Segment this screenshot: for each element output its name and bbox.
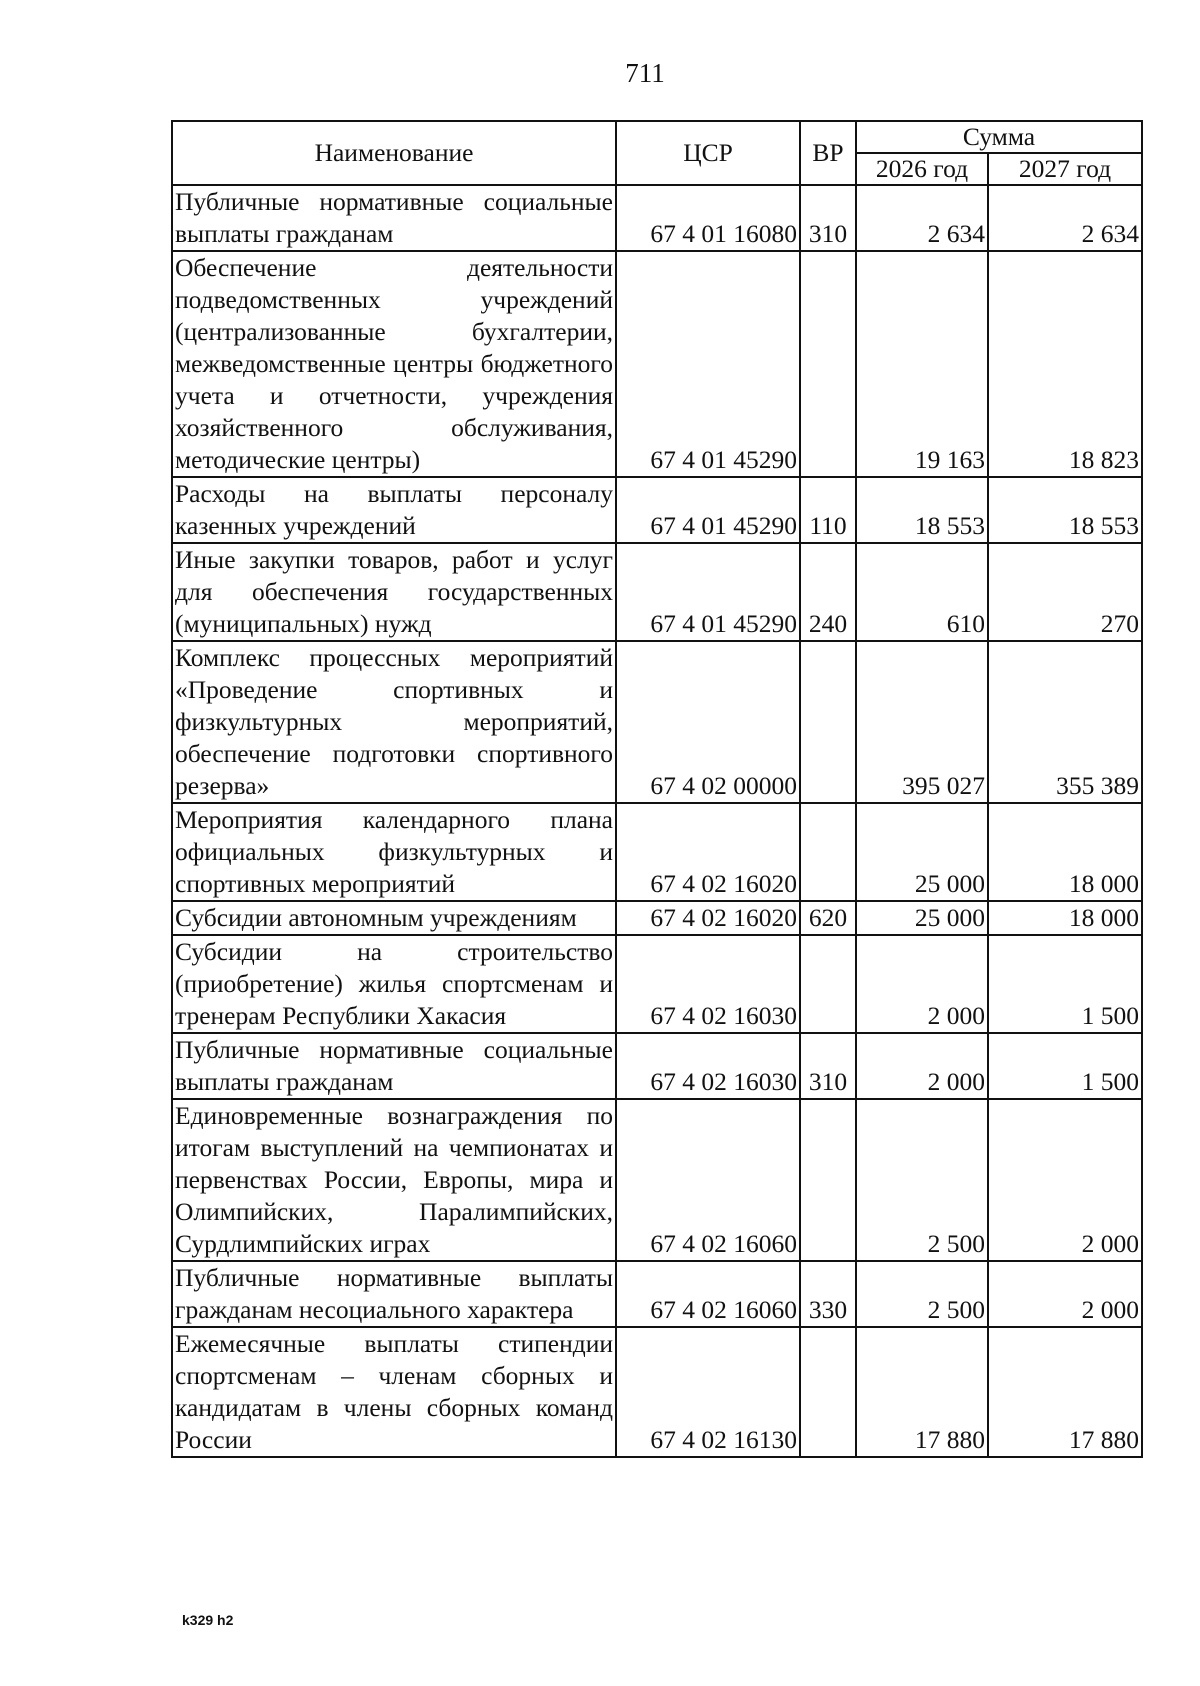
row-amount-2027: 2 000 [988, 1261, 1142, 1327]
column-header-vr: ВР [800, 121, 856, 185]
page-number [0, 58, 1200, 89]
row-name: Расходы на выплаты персоналу казенных учреждений [172, 477, 616, 543]
row-name: Иные закупки товаров, работ и услуг для обеспечения государственных (муниципальных) нужд [172, 543, 616, 641]
row-csr: 67 4 02 16030 [616, 935, 800, 1033]
row-amount-2026: 2 500 [856, 1261, 988, 1327]
row-csr: 67 4 02 16020 [616, 901, 800, 935]
row-name: Субсидии на строительство (приобретение) жилья спортсменам и тренерам Республики Хакасия [172, 935, 616, 1033]
table-row [172, 1033, 1142, 1099]
row-vr [800, 251, 856, 477]
row-vr: 620 [800, 901, 856, 935]
row-csr: 67 4 01 45290 [616, 251, 800, 477]
row-csr: 67 4 02 16130 [616, 1327, 800, 1457]
row-amount-2027: 355 389 [988, 641, 1142, 803]
row-amount-2027: 2 634 [988, 185, 1142, 251]
table-row [172, 543, 1142, 641]
row-amount-2027: 1 500 [988, 1033, 1142, 1099]
row-amount-2026: 2 634 [856, 185, 988, 251]
table-row [172, 1261, 1142, 1327]
header-row-1 [172, 121, 1142, 153]
row-name: Обеспечение деятельности подведомственных учреждений (централизованные бухгалтерии, межведомственные центры бюджетного учета и отчетности, учреждения хозяйственного обслуживания, методические центры) [172, 251, 616, 477]
row-amount-2027: 17 880 [988, 1327, 1142, 1457]
row-csr: 67 4 01 16080 [616, 185, 800, 251]
row-name: Комплекс процессных мероприятий «Проведение спортивных и физкультурных мероприятий, обеспечение подготовки спортивного резерва» [172, 641, 616, 803]
row-amount-2027: 1 500 [988, 935, 1142, 1033]
row-vr [800, 803, 856, 901]
row-vr: 310 [800, 185, 856, 251]
column-header-2026: 2026 год [856, 153, 988, 185]
budget-table [171, 120, 1143, 1458]
row-csr: 67 4 02 16060 [616, 1261, 800, 1327]
row-vr: 110 [800, 477, 856, 543]
row-csr: 67 4 01 45290 [616, 477, 800, 543]
table-row [172, 803, 1142, 901]
table-row [172, 641, 1142, 803]
row-name: Ежемесячные выплаты стипендии спортсменам – членам сборных и кандидатам в члены сборных команд России [172, 1327, 616, 1457]
row-amount-2026: 2 000 [856, 935, 988, 1033]
table-row [172, 185, 1142, 251]
table-row [172, 477, 1142, 543]
column-header-sum: Сумма [856, 121, 1142, 153]
table-body [172, 185, 1142, 1457]
row-vr [800, 1327, 856, 1457]
row-amount-2026: 2 000 [856, 1033, 988, 1099]
row-vr [800, 1099, 856, 1261]
row-vr: 310 [800, 1033, 856, 1099]
row-amount-2027: 18 000 [988, 803, 1142, 901]
table-row [172, 901, 1142, 935]
table-row [172, 251, 1142, 477]
row-name: Единовременные вознаграждения по итогам выступлений на чемпионатах и первенствах России, Европы, мира и Олимпийских, Паралимпийских, Сурдлимпийских играх [172, 1099, 616, 1261]
row-amount-2026: 610 [856, 543, 988, 641]
row-csr: 67 4 01 45290 [616, 543, 800, 641]
column-header-csr: ЦСР [616, 121, 800, 185]
row-amount-2027: 270 [988, 543, 1142, 641]
row-vr [800, 935, 856, 1033]
row-amount-2026: 25 000 [856, 803, 988, 901]
row-name: Публичные нормативные выплаты гражданам несоциального характера [172, 1261, 616, 1327]
page-number-text: 711 [625, 58, 665, 88]
row-amount-2026: 2 500 [856, 1099, 988, 1261]
row-csr: 67 4 02 16020 [616, 803, 800, 901]
row-amount-2027: 18 553 [988, 477, 1142, 543]
footer-code: k329 h2 [182, 1612, 234, 1628]
row-amount-2026: 18 553 [856, 477, 988, 543]
column-header-name: Наименование [172, 121, 616, 185]
row-name: Публичные нормативные социальные выплаты гражданам [172, 185, 616, 251]
row-amount-2026: 395 027 [856, 641, 988, 803]
row-amount-2026: 17 880 [856, 1327, 988, 1457]
row-vr [800, 641, 856, 803]
row-amount-2027: 2 000 [988, 1099, 1142, 1261]
table-row [172, 1099, 1142, 1261]
row-csr: 67 4 02 16030 [616, 1033, 800, 1099]
row-name: Публичные нормативные социальные выплаты гражданам [172, 1033, 616, 1099]
row-name: Субсидии автономным учреждениям [172, 901, 616, 935]
table-row [172, 1327, 1142, 1457]
column-header-2027: 2027 год [988, 153, 1142, 185]
row-amount-2027: 18 823 [988, 251, 1142, 477]
row-amount-2027: 18 000 [988, 901, 1142, 935]
row-amount-2026: 25 000 [856, 901, 988, 935]
row-name: Мероприятия календарного плана официальных физкультурных и спортивных мероприятий [172, 803, 616, 901]
row-vr: 240 [800, 543, 856, 641]
table-row [172, 935, 1142, 1033]
row-amount-2026: 19 163 [856, 251, 988, 477]
row-csr: 67 4 02 16060 [616, 1099, 800, 1261]
row-vr: 330 [800, 1261, 856, 1327]
row-csr: 67 4 02 00000 [616, 641, 800, 803]
